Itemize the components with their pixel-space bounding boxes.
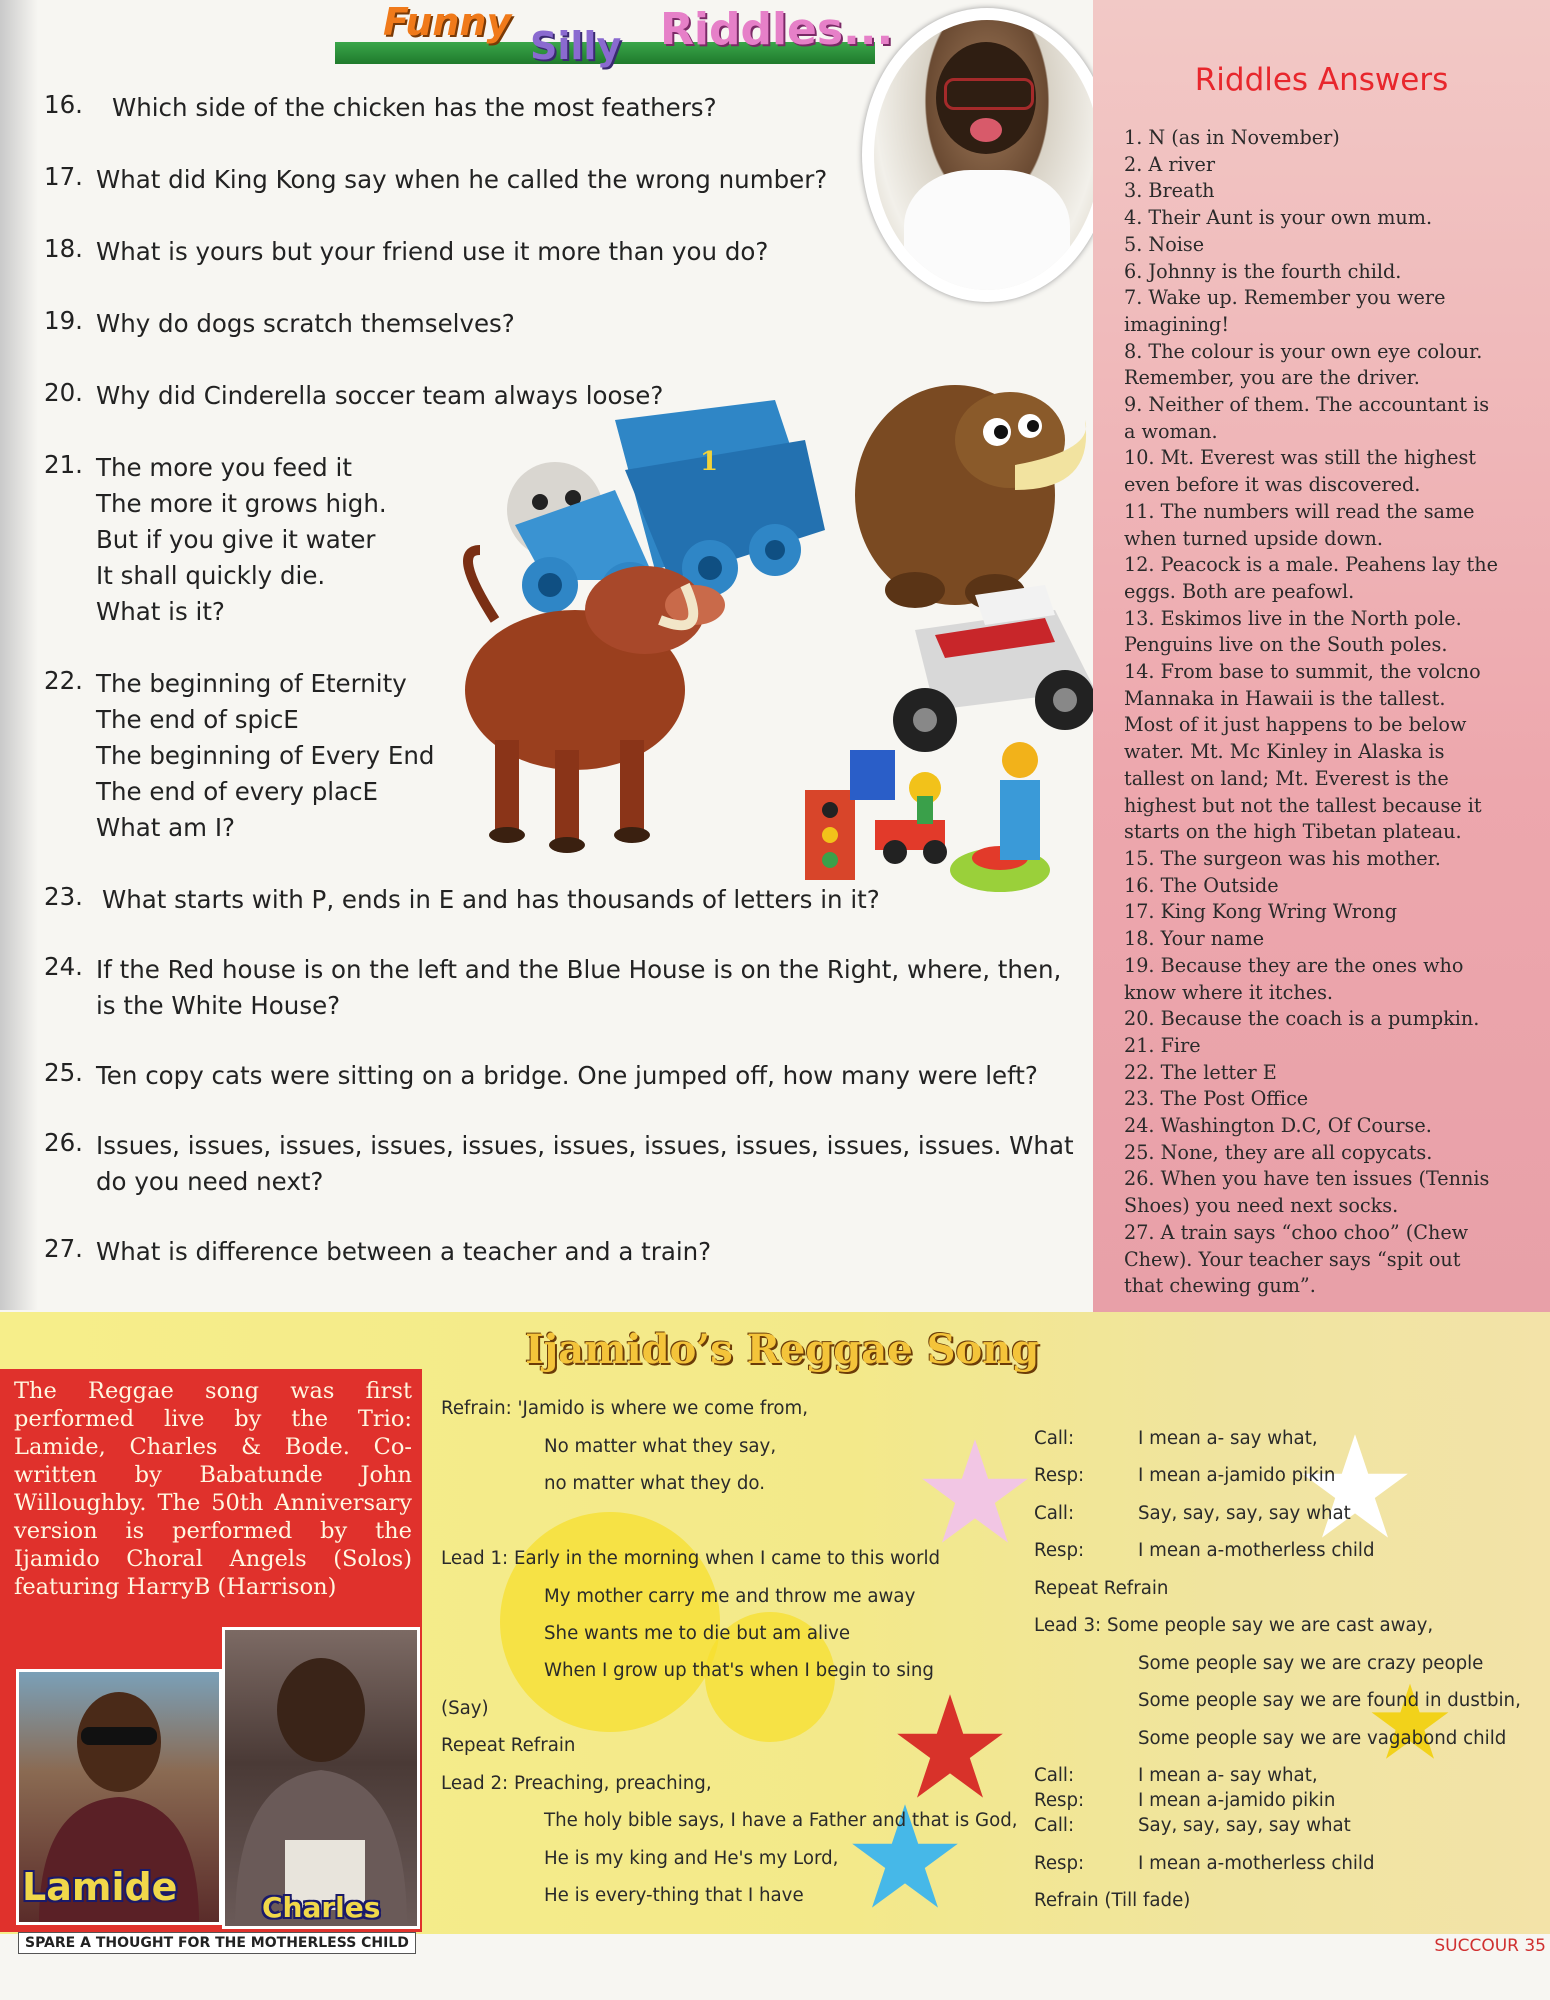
riddle-17: [44, 162, 827, 198]
riddle-27: [44, 1234, 711, 1270]
answer-line: a woman.: [1124, 419, 1218, 443]
star-icon: [895, 1692, 1005, 1802]
lyric-line: No matter what they say,: [544, 1436, 777, 1457]
lyric-line: Some people say we are found in dustbin,: [1138, 1690, 1521, 1711]
riddle-text: What is yours but your friend use it more than you do?: [96, 237, 769, 266]
riddle-number: 23.: [44, 882, 83, 911]
answer-line: 16. The Outside: [1124, 873, 1279, 897]
answer-line: Shoes) you need next socks.: [1124, 1194, 1399, 1218]
call-label: Call:: [1034, 1428, 1075, 1449]
riddle-24: [44, 952, 1061, 1024]
answer-line: highest but not the tallest because it: [1124, 793, 1482, 817]
singer-name-charles: Charles: [262, 1891, 381, 1924]
answer-line: 9. Neither of them. The accountant is: [1124, 393, 1490, 417]
riddle-text: Why did Cinderella soccer team always loose?: [96, 381, 664, 410]
lyric-line: (Say): [441, 1698, 489, 1719]
answer-line: 12. Peacock is a male. Peahens lay the: [1124, 553, 1498, 577]
resp-label: Resp:: [1034, 1790, 1085, 1811]
riddle-text: What did King Kong say when he called the wrong number?: [96, 165, 828, 194]
svg-text:1: 1: [700, 447, 719, 477]
answer-line: 6. Johnny is the fourth child.: [1124, 259, 1402, 283]
lyric-line: When I grow up that's when I begin to sing: [544, 1660, 934, 1681]
call-label: Call:: [1034, 1503, 1075, 1524]
answer-line: 8. The colour is your own eye colour.: [1124, 339, 1483, 363]
answer-line: when turned upside down.: [1124, 526, 1384, 550]
lyric-line: Repeat Refrain: [441, 1735, 576, 1756]
answer-line: imagining!: [1124, 312, 1230, 336]
riddle-number: 19.: [44, 306, 83, 335]
riddle-text: Which side of the chicken has the most feathers?: [112, 93, 717, 122]
header-word-silly: Silly: [530, 24, 622, 68]
child-shirt: [904, 170, 1070, 290]
riddle-number: 27.: [44, 1234, 83, 1263]
singer-charles-image: [225, 1630, 417, 1926]
answer-line: 5. Noise: [1124, 232, 1205, 256]
answer-line: 4. Their Aunt is your own mum.: [1124, 206, 1433, 230]
child-glasses: [944, 78, 1034, 110]
riddle-text: Issues, issues, issues, issues, issues, issues, issues, issues, issues, issues. What do you need next?: [96, 1131, 1074, 1196]
riddle-number: 24.: [44, 952, 83, 981]
song-info-panel: [0, 1369, 422, 1932]
lyric-line: Lead 1: Early in the morning when I came to this world: [441, 1548, 941, 1569]
child-photo: [862, 8, 1112, 302]
resp-text: I mean a-motherless child: [1138, 1853, 1375, 1874]
reggae-song-section: [0, 1312, 1550, 1934]
riddle-number: 20.: [44, 378, 83, 407]
answer-line: Chew). Your teacher says “spit out: [1124, 1247, 1461, 1271]
riddle-number: 21.: [44, 450, 83, 479]
lyric-line: Lead 3: Some people say we are cast away,: [1034, 1615, 1434, 1636]
answers-list: [1124, 125, 1524, 1300]
answer-line: 13. Eskimos live in the North pole.: [1124, 606, 1462, 630]
lyric-line: She wants me to die but am alive: [544, 1623, 851, 1644]
answer-line: 2. A river: [1124, 152, 1216, 176]
riddles-header: [335, 0, 894, 90]
resp-text: I mean a-motherless child: [1138, 1540, 1375, 1561]
answers-title: Riddles Answers: [1194, 62, 1449, 98]
answer-line: 7. Wake up. Remember you were: [1124, 286, 1446, 310]
toy-truck-image: [893, 585, 1095, 752]
lyric-line: He is my king and He's my Lord,: [544, 1848, 839, 1869]
riddle-number: 22.: [44, 666, 83, 695]
answer-line: 25. None, they are all copycats.: [1124, 1140, 1433, 1164]
decor-circle: [500, 1512, 720, 1732]
answer-line: Mannaka in Hawaii is the tallest.: [1124, 686, 1446, 710]
answer-line: that chewing gum”.: [1124, 1274, 1316, 1298]
song-info-text: The Reggae song was first performed live by the Trio: Lamide, Charles & Bode. Co-written by Babatunde John Willoughby. The 50th Anniversary version is performed by the Ijamido Choral Angels (Solos) featuring HarryB (Harrison): [14, 1378, 412, 1600]
lyric-line: He is every-thing that I have: [544, 1885, 804, 1906]
answer-line: 11. The numbers will read the same: [1124, 499, 1475, 523]
riddle-26: [44, 1128, 1074, 1200]
call-label: Call:: [1034, 1765, 1075, 1786]
riddle-19: [44, 306, 515, 342]
answer-line: 27. A train says “choo choo” (Chew: [1124, 1220, 1469, 1244]
page-gutter-shadow: [0, 0, 38, 1310]
answer-line: 24. Washington D.C, Of Course.: [1124, 1114, 1432, 1138]
toy-blocks-image: [805, 742, 1050, 892]
riddle-16: [44, 90, 717, 126]
toy-warthog-image: [465, 550, 725, 853]
header-word-funny: Funny: [383, 0, 512, 44]
answer-line: eggs. Both are peafowl.: [1124, 579, 1355, 603]
riddle-text: The beginning of Eternity The end of spicE The beginning of Every End The end of every placE What am I?: [96, 669, 435, 842]
answer-line: 21. Fire: [1124, 1033, 1201, 1057]
resp-label: Resp:: [1034, 1465, 1085, 1486]
riddle-text: Why do dogs scratch themselves?: [96, 309, 515, 338]
answer-line: 10. Mt. Everest was still the highest: [1124, 446, 1476, 470]
star-icon: [920, 1437, 1030, 1547]
lyric-line: Lead 2: Preaching, preaching,: [441, 1773, 712, 1794]
lyric-line: Some people say we are vagabond child: [1138, 1728, 1507, 1749]
riddle-number: 17.: [44, 162, 83, 191]
lyric-line: Some people say we are crazy people: [1138, 1653, 1484, 1674]
resp-label: Resp:: [1034, 1540, 1085, 1561]
riddle-text: What starts with P, ends in E and has thousands of letters in it?: [102, 885, 880, 914]
riddle-text: If the Red house is on the left and the Blue House is on the Right, where, then, is the White House?: [96, 955, 1062, 1020]
riddle-number: 18.: [44, 234, 83, 263]
singer-name-lamide: Lamide: [22, 1865, 178, 1909]
riddle-21: [44, 450, 387, 630]
answer-line: 14. From base to summit, the volcno: [1124, 660, 1481, 684]
lyric-line: The holy bible says, I have a Father and that is God,: [544, 1810, 1018, 1831]
header-word-riddles: Riddles...: [660, 4, 894, 55]
footer-page-number: SUCCOUR 35: [1434, 1936, 1546, 1956]
lyric-line: My mother carry me and throw me away: [544, 1586, 916, 1607]
lyric-line: Repeat Refrain: [1034, 1578, 1169, 1599]
resp-text: I mean a-jamido pikin: [1138, 1465, 1336, 1486]
answer-line: 18. Your name: [1124, 927, 1265, 951]
riddle-number: 26.: [44, 1128, 83, 1157]
riddle-text: What is difference between a teacher and a train?: [96, 1237, 712, 1266]
answer-line: even before it was discovered.: [1124, 473, 1421, 497]
riddle-number: 16.: [44, 90, 83, 119]
call-text: Say, say, say, say what: [1138, 1503, 1351, 1524]
call-text: I mean a- say what,: [1138, 1428, 1318, 1449]
answer-line: 20. Because the coach is a pumpkin.: [1124, 1007, 1480, 1031]
answer-line: water. Mt. Mc Kinley in Alaska is: [1124, 740, 1445, 764]
riddle-18: [44, 234, 768, 270]
resp-text: I mean a-jamido pikin: [1138, 1790, 1336, 1811]
riddle-22: [44, 666, 434, 846]
answer-line: 3. Breath: [1124, 179, 1215, 203]
song-title: Ijamido’s Reggae Song: [525, 1326, 1040, 1373]
answer-line: know where it itches.: [1124, 980, 1334, 1004]
call-label: Call:: [1034, 1815, 1075, 1836]
answers-panel: [1093, 0, 1550, 1312]
lyric-line: Refrain (Till fade): [1034, 1890, 1191, 1911]
lyric-line: no matter what they do.: [544, 1473, 765, 1494]
answer-line: Remember, you are the driver.: [1124, 366, 1420, 390]
answer-line: 15. The surgeon was his mother.: [1124, 846, 1441, 870]
toys-illustration: [455, 380, 1105, 900]
answer-line: 19. Because they are the ones who: [1124, 953, 1464, 977]
call-text: I mean a- say what,: [1138, 1765, 1318, 1786]
resp-label: Resp:: [1034, 1853, 1085, 1874]
answer-line: starts on the high Tibetan plateau.: [1124, 820, 1462, 844]
answer-line: 17. King Kong Wring Wrong: [1124, 900, 1398, 924]
footer-tagline: SPARE A THOUGHT FOR THE MOTHERLESS CHILD: [18, 1932, 416, 1954]
singer-photo-charles: [222, 1627, 420, 1929]
answer-line: 1. N (as in November): [1124, 126, 1340, 149]
riddle-text: The more you feed it The more it grows high. But if you give it water It shall quickly die. What is it?: [96, 453, 387, 626]
lyric-line: Refrain: 'Jamido is where we come from,: [441, 1398, 808, 1419]
answer-line: 22. The letter E: [1124, 1060, 1277, 1084]
child-photo-image: [874, 20, 1100, 290]
toy-mammoth-image: [855, 385, 1086, 610]
answer-line: Penguins live on the South poles.: [1124, 633, 1448, 657]
answer-line: Most of it just happens to be below: [1124, 713, 1467, 737]
answer-line: 26. When you have ten issues (Tennis: [1124, 1167, 1490, 1191]
riddle-text: Ten copy cats were sitting on a bridge. One jumped off, how many were left?: [96, 1061, 1038, 1090]
child-mouth: [970, 118, 1002, 142]
riddle-number: 25.: [44, 1058, 83, 1087]
riddle-25: [44, 1058, 1038, 1094]
answer-line: 23. The Post Office: [1124, 1087, 1309, 1111]
call-text: Say, say, say, say what: [1138, 1815, 1351, 1836]
answer-line: tallest on land; Mt. Everest is the: [1124, 766, 1449, 790]
